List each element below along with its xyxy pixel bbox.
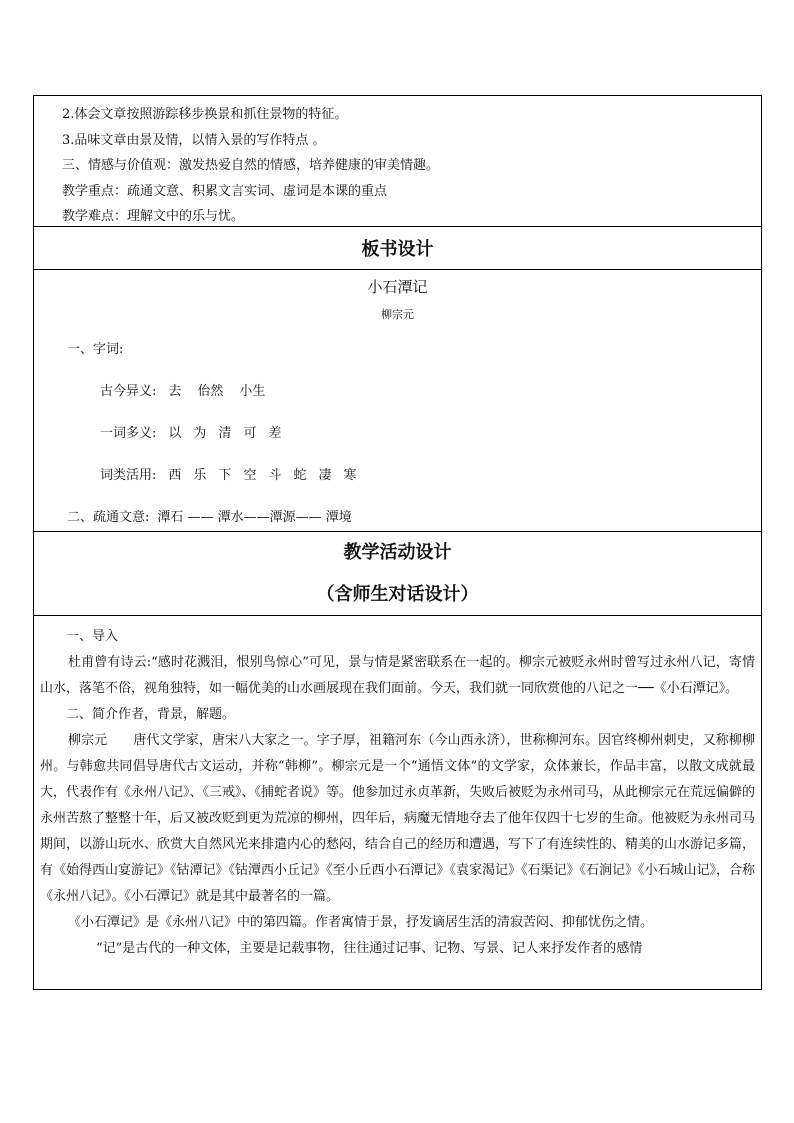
- board-design-header: [34, 227, 761, 270]
- word-token: 差: [268, 426, 282, 441]
- board-design-title: 板书设计: [361, 239, 434, 260]
- polysemy-label: 一词多义:: [100, 426, 157, 441]
- ancient-meaning-label: 古今异义:: [100, 384, 157, 399]
- activity-design-title: 教学活动设计: [343, 541, 452, 563]
- lesson-title: 小石潭记: [367, 278, 428, 296]
- author-paragraph: 柳宗元 唐代文学家，唐宋八大家之一。字子厚，祖籍河东（今山西永济），世称柳河东。因官终柳州刺史，又称柳柳州。与韩愈共同倡导唐代古文运动，并称“韩柳”。柳宗元是一个“通悟文体”的文学家，众体兼长，作品丰富，以散文成就最大，代表作有《永州八记》、《三戒》、《捕蛇者说》等。他参加过永贞革新，失败后被贬为永州司马，从此柳宗元在荒远偏僻的永州苦熬了整整十年，后又被改贬到更为荒凉的柳州，四年后，病魔无情地夺去了他年仅四十七岁的生命。他被贬为永州司马期间，以游山玩水、欣赏大自然风光来排遣内心的愁闷，结合自己的经历和遭遇，写下了有连续性的、精美的山水游记多篇，有《始得西山宴游记》《钴潭记》《钴潭西小丘记》《至小丘西小石潭记》《袁家渴记》《石渠记》《石涧记》《小石城山记》，合称《永州八记》。《小石潭记》就是其中最著名的一篇。: [40, 733, 756, 904]
- word-token: 寒: [343, 468, 357, 483]
- word-token: 乐: [193, 468, 207, 483]
- objective-line: 三、情感与价值观：激发热爱自然的情感，培养健康的审美情趣。: [62, 158, 440, 173]
- objective-line: 3.品味文章由景及情，以情入景的写作特点 。: [62, 132, 326, 148]
- board-design-section: [34, 270, 761, 532]
- word-token: 以: [168, 426, 182, 441]
- activity-design-subtitle: （含师生对话设计）: [316, 583, 479, 605]
- word-token: 空: [243, 468, 257, 483]
- polysemy-row: [100, 422, 281, 441]
- background-heading: 二、简介作者，背景，解题。: [66, 707, 236, 722]
- word-token: 佁然: [197, 384, 224, 399]
- part-of-speech-row: [100, 464, 357, 483]
- activity-content: [34, 616, 761, 989]
- meaning-row: [67, 506, 352, 525]
- word-token: 下: [218, 468, 232, 483]
- word-token: 清: [218, 426, 232, 441]
- activity-design-header: [34, 532, 761, 616]
- word-token: 西: [168, 468, 182, 483]
- word-token: 斗: [268, 468, 282, 483]
- part-of-speech-label: 词类活用:: [100, 468, 157, 483]
- word-token: 为: [193, 426, 207, 441]
- lesson-plan-table: [33, 95, 762, 990]
- word-token: 去: [168, 384, 182, 399]
- teaching-focus: 教学重点：疏通文意、积累文言实词、虚词是本课的重点: [62, 183, 388, 199]
- meaning-flow: 潭石 —— 潭水——潭源—— 潭境: [157, 510, 352, 525]
- vocab-heading: 一、字词:: [67, 342, 124, 357]
- objective-line: 2.体会文章按照游踪移步换景和抓住景物的特征。: [62, 107, 348, 122]
- genre-paragraph: “记”是古代的一种文体，主要是记载事物，往往通过记事、记物、写景、记人来抒发作者的感情: [96, 941, 643, 956]
- intro-heading: 一、导入: [66, 629, 119, 644]
- ancient-meaning-row: [100, 380, 265, 399]
- intro-paragraph: 杜甫曾有诗云:“感时花溅泪，恨别鸟惊心”可见，景与情是紧密联系在一起的。柳宗元被贬永州时曾写过永州八记，寄情山水，落笔不俗，视角独特，如一幅优美的山水画展现在我们面前。今天，我们就一同欣赏他的八记之一──《小石潭记》。: [40, 655, 755, 696]
- word-token: 可: [243, 426, 257, 441]
- lesson-author: 柳宗元: [381, 308, 414, 321]
- teaching-difficulty: 教学难点：理解文中的乐与忧。: [62, 209, 245, 224]
- meaning-label: 二、疏通文意:: [67, 510, 150, 525]
- word-token: 凄: [318, 468, 332, 483]
- article-paragraph: 《小石潭记》是《永州八记》中的第四篇。作者寓情于景，抒发谪居生活的清寂苦闷、抑郁忧伤之情。: [68, 915, 654, 930]
- objectives-section: [34, 96, 761, 227]
- word-token: 蛇: [293, 468, 307, 483]
- word-token: 小生: [239, 384, 266, 399]
